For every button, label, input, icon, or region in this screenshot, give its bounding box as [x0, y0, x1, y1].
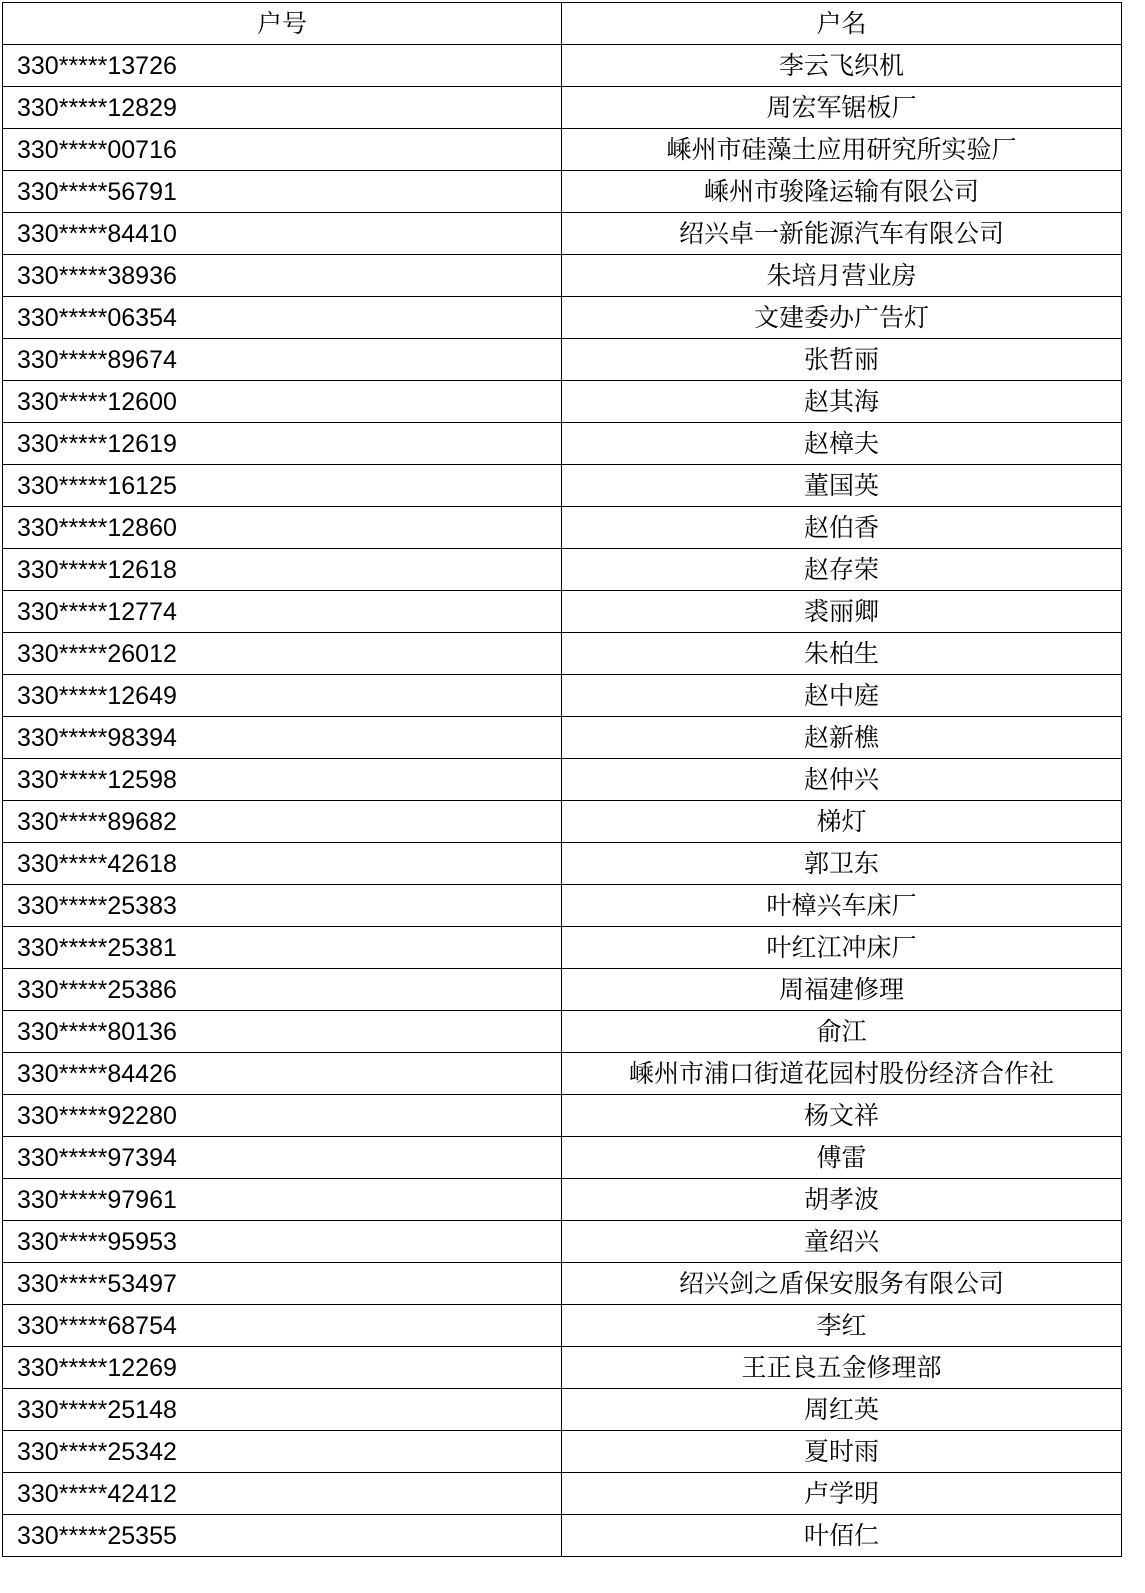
- account-number-cell: 330*****25342: [3, 1431, 562, 1473]
- header-account-number: 户号: [3, 3, 562, 45]
- table-row: [3, 1137, 1122, 1179]
- account-number-cell: 330*****97961: [3, 1179, 562, 1221]
- account-name-cell: 绍兴卓一新能源汽车有限公司: [562, 213, 1122, 255]
- table-row: [3, 255, 1122, 297]
- account-name-cell: 傅雷: [562, 1137, 1122, 1179]
- table-row: [3, 171, 1122, 213]
- account-name-cell: 卢学明: [562, 1473, 1122, 1515]
- header-account-name: 户名: [562, 3, 1122, 45]
- table-row: [3, 675, 1122, 717]
- account-name-cell: 嵊州市浦口街道花园村股份经济合作社: [562, 1053, 1122, 1095]
- account-number-cell: 330*****97394: [3, 1137, 562, 1179]
- account-name-cell: 绍兴剑之盾保安服务有限公司: [562, 1263, 1122, 1305]
- account-name-cell: 嵊州市硅藻土应用研究所实验厂: [562, 129, 1122, 171]
- account-name-cell: 文建委办广告灯: [562, 297, 1122, 339]
- header-row: [3, 3, 1122, 45]
- account-number-cell: 330*****25386: [3, 969, 562, 1011]
- table-row: [3, 1515, 1122, 1557]
- account-number-cell: 330*****12649: [3, 675, 562, 717]
- table-row: [3, 549, 1122, 591]
- account-number-cell: 330*****16125: [3, 465, 562, 507]
- table-row: [3, 1053, 1122, 1095]
- table-row: [3, 507, 1122, 549]
- account-number-cell: 330*****84426: [3, 1053, 562, 1095]
- account-number-cell: 330*****12598: [3, 759, 562, 801]
- table-row: [3, 633, 1122, 675]
- account-name-cell: 周宏军锯板厂: [562, 87, 1122, 129]
- account-number-cell: 330*****12619: [3, 423, 562, 465]
- account-name-cell: 周红英: [562, 1389, 1122, 1431]
- account-name-cell: 李红: [562, 1305, 1122, 1347]
- table-row: [3, 1305, 1122, 1347]
- account-number-cell: 330*****12600: [3, 381, 562, 423]
- account-name-cell: 叶红江冲床厂: [562, 927, 1122, 969]
- account-table-container: [2, 2, 1121, 1557]
- table-body: [3, 45, 1122, 1557]
- account-number-cell: 330*****68754: [3, 1305, 562, 1347]
- table-row: [3, 1263, 1122, 1305]
- account-name-cell: 童绍兴: [562, 1221, 1122, 1263]
- account-name-cell: 周福建修理: [562, 969, 1122, 1011]
- account-number-cell: 330*****00716: [3, 129, 562, 171]
- account-number-cell: 330*****25383: [3, 885, 562, 927]
- account-number-cell: 330*****06354: [3, 297, 562, 339]
- account-name-cell: 梯灯: [562, 801, 1122, 843]
- table-row: [3, 1473, 1122, 1515]
- account-name-cell: 朱柏生: [562, 633, 1122, 675]
- account-name-cell: 李云飞织机: [562, 45, 1122, 87]
- account-name-cell: 赵中庭: [562, 675, 1122, 717]
- account-name-cell: 张哲丽: [562, 339, 1122, 381]
- account-number-cell: 330*****26012: [3, 633, 562, 675]
- table-row: [3, 1221, 1122, 1263]
- account-number-cell: 330*****89682: [3, 801, 562, 843]
- account-name-cell: 朱培月营业房: [562, 255, 1122, 297]
- account-number-cell: 330*****12860: [3, 507, 562, 549]
- table-row: [3, 213, 1122, 255]
- account-number-cell: 330*****25381: [3, 927, 562, 969]
- account-name-cell: 赵存荣: [562, 549, 1122, 591]
- table-row: [3, 1095, 1122, 1137]
- table-row: [3, 465, 1122, 507]
- account-name-cell: 王正良五金修理部: [562, 1347, 1122, 1389]
- table-row: [3, 423, 1122, 465]
- account-name-cell: 夏时雨: [562, 1431, 1122, 1473]
- account-name-cell: 叶佰仁: [562, 1515, 1122, 1557]
- table-row: [3, 927, 1122, 969]
- table-row: [3, 129, 1122, 171]
- account-number-cell: 330*****25355: [3, 1515, 562, 1557]
- account-number-cell: 330*****89674: [3, 339, 562, 381]
- account-name-cell: 嵊州市骏隆运输有限公司: [562, 171, 1122, 213]
- table-row: [3, 381, 1122, 423]
- table-row: [3, 969, 1122, 1011]
- table-row: [3, 1431, 1122, 1473]
- account-number-cell: 330*****95953: [3, 1221, 562, 1263]
- account-number-cell: 330*****42412: [3, 1473, 562, 1515]
- table-row: [3, 297, 1122, 339]
- table-row: [3, 87, 1122, 129]
- account-name-cell: 董国英: [562, 465, 1122, 507]
- table-row: [3, 843, 1122, 885]
- table-row: [3, 717, 1122, 759]
- table-header: [3, 3, 1122, 45]
- account-number-cell: 330*****56791: [3, 171, 562, 213]
- account-number-cell: 330*****13726: [3, 45, 562, 87]
- table-row: [3, 591, 1122, 633]
- table-row: [3, 1389, 1122, 1431]
- account-number-cell: 330*****84410: [3, 213, 562, 255]
- account-number-cell: 330*****12829: [3, 87, 562, 129]
- account-table: [2, 2, 1122, 1557]
- table-row: [3, 885, 1122, 927]
- account-number-cell: 330*****12774: [3, 591, 562, 633]
- account-name-cell: 赵仲兴: [562, 759, 1122, 801]
- account-name-cell: 裘丽卿: [562, 591, 1122, 633]
- account-number-cell: 330*****42618: [3, 843, 562, 885]
- account-number-cell: 330*****92280: [3, 1095, 562, 1137]
- account-number-cell: 330*****98394: [3, 717, 562, 759]
- account-number-cell: 330*****80136: [3, 1011, 562, 1053]
- table-row: [3, 759, 1122, 801]
- table-row: [3, 45, 1122, 87]
- table-row: [3, 339, 1122, 381]
- account-name-cell: 叶樟兴车床厂: [562, 885, 1122, 927]
- table-row: [3, 1179, 1122, 1221]
- account-name-cell: 赵其海: [562, 381, 1122, 423]
- table-row: [3, 801, 1122, 843]
- account-number-cell: 330*****25148: [3, 1389, 562, 1431]
- table-row: [3, 1347, 1122, 1389]
- account-name-cell: 郭卫东: [562, 843, 1122, 885]
- account-number-cell: 330*****53497: [3, 1263, 562, 1305]
- account-name-cell: 赵伯香: [562, 507, 1122, 549]
- account-number-cell: 330*****12618: [3, 549, 562, 591]
- account-name-cell: 俞江: [562, 1011, 1122, 1053]
- account-number-cell: 330*****38936: [3, 255, 562, 297]
- account-name-cell: 胡孝波: [562, 1179, 1122, 1221]
- account-name-cell: 赵樟夫: [562, 423, 1122, 465]
- account-name-cell: 杨文祥: [562, 1095, 1122, 1137]
- account-number-cell: 330*****12269: [3, 1347, 562, 1389]
- account-name-cell: 赵新樵: [562, 717, 1122, 759]
- table-row: [3, 1011, 1122, 1053]
